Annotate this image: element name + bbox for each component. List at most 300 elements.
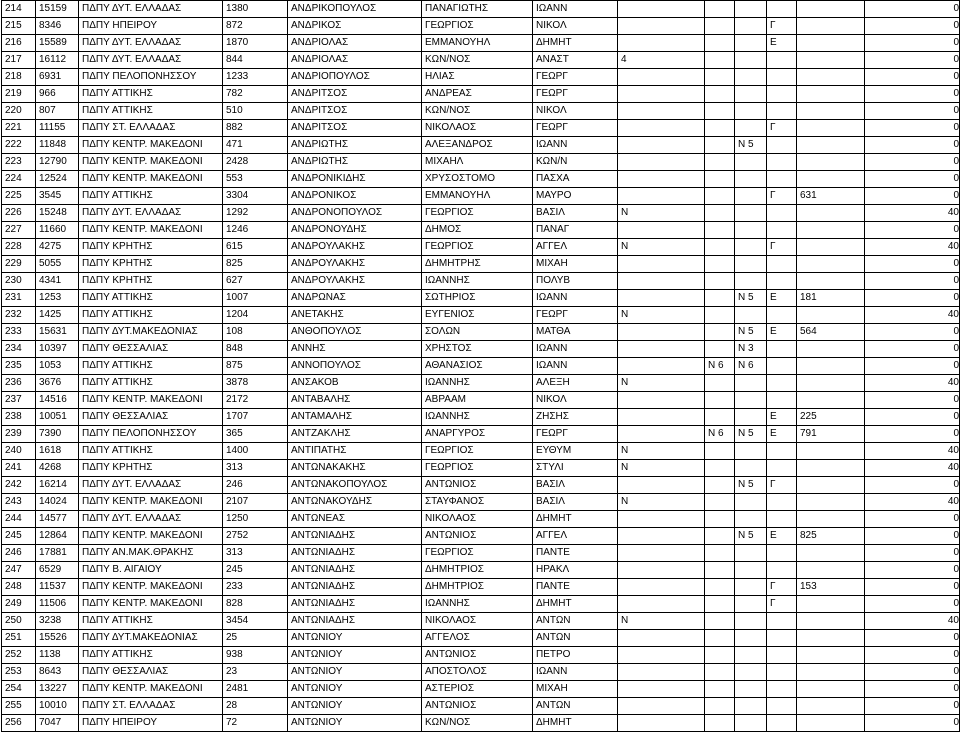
cell-points: 0 xyxy=(865,222,960,239)
cell-first-name: ΑΝΤΩΝΙΟΣ xyxy=(422,647,533,664)
cell-record-id: 10051 xyxy=(36,409,79,426)
cell-row-number: 229 xyxy=(2,256,36,273)
cell-grade: Γ xyxy=(767,579,797,596)
cell-fathers-name: ΝΙΚΟΛ xyxy=(533,103,618,120)
cell-fathers-name: ΓΕΩΡΓ xyxy=(533,426,618,443)
table-row xyxy=(2,681,960,698)
cell-first-name: ΙΩΑΝΝΗΣ xyxy=(422,273,533,290)
cell-flag-a: Ν xyxy=(618,205,705,222)
table-row xyxy=(2,69,960,86)
cell-row-number: 244 xyxy=(2,511,36,528)
table-row xyxy=(2,86,960,103)
cell-flag-a xyxy=(618,69,705,86)
cell-flag-a xyxy=(618,477,705,494)
cell-flag-b xyxy=(705,562,735,579)
cell-record-id: 807 xyxy=(36,103,79,120)
cell-flag-a: Ν xyxy=(618,375,705,392)
cell-flag-a xyxy=(618,664,705,681)
cell-grade: Γ xyxy=(767,239,797,256)
cell-points: 40 xyxy=(865,307,960,324)
cell-flag-c: Ν 5 xyxy=(735,137,767,154)
cell-flag-a xyxy=(618,35,705,52)
cell-code: 510 xyxy=(223,103,288,120)
cell-first-name: ΔΗΜΗΤΡΗΣ xyxy=(422,256,533,273)
cell-first-name: ΣΤΑΥΦΑΝΟΣ xyxy=(422,494,533,511)
cell-record-id: 1253 xyxy=(36,290,79,307)
cell-surname: ΑΝΔΡΩΝΑΣ xyxy=(288,290,422,307)
cell-region: ΠΔΠΥ ΠΕΛΟΠΟΝΗΣΣΟΥ xyxy=(79,69,223,86)
cell-score xyxy=(797,647,865,664)
cell-row-number: 239 xyxy=(2,426,36,443)
cell-flag-a xyxy=(618,137,705,154)
cell-surname: ΑΝΤΩΝΙΑΔΗΣ xyxy=(288,562,422,579)
cell-fathers-name: ΔΗΜΗΤ xyxy=(533,715,618,732)
cell-flag-c xyxy=(735,171,767,188)
cell-code: 872 xyxy=(223,18,288,35)
cell-row-number: 237 xyxy=(2,392,36,409)
cell-flag-b xyxy=(705,715,735,732)
cell-code: 246 xyxy=(223,477,288,494)
table-row xyxy=(2,630,960,647)
cell-grade xyxy=(767,375,797,392)
cell-fathers-name: ΝΙΚΟΛ xyxy=(533,18,618,35)
cell-grade xyxy=(767,205,797,222)
cell-surname: ΑΝΔΡΟΝΙΚΟΣ xyxy=(288,188,422,205)
cell-points: 0 xyxy=(865,392,960,409)
cell-grade xyxy=(767,137,797,154)
cell-surname: ΑΝΔΡΙΚΟΣ xyxy=(288,18,422,35)
table-row xyxy=(2,290,960,307)
cell-surname: ΑΝΤΩΝΙΑΔΗΣ xyxy=(288,528,422,545)
cell-record-id: 15248 xyxy=(36,205,79,222)
cell-flag-c xyxy=(735,69,767,86)
cell-code: 1400 xyxy=(223,443,288,460)
cell-code: 3454 xyxy=(223,613,288,630)
cell-grade: Ε xyxy=(767,426,797,443)
cell-flag-b: Ν 6 xyxy=(705,358,735,375)
cell-region: ΠΔΠΥ ΚΕΝΤΡ. ΜΑΚΕΔΟΝΙ xyxy=(79,171,223,188)
table-row xyxy=(2,647,960,664)
cell-points: 0 xyxy=(865,698,960,715)
cell-row-number: 215 xyxy=(2,18,36,35)
cell-surname: ΑΝΔΡΙΟΛΑΣ xyxy=(288,35,422,52)
cell-score xyxy=(797,375,865,392)
table-row xyxy=(2,494,960,511)
cell-surname: ΑΝΝΗΣ xyxy=(288,341,422,358)
cell-surname: ΑΝΝΟΠΟΥΛΟΣ xyxy=(288,358,422,375)
cell-record-id: 17881 xyxy=(36,545,79,562)
cell-grade xyxy=(767,460,797,477)
cell-fathers-name: ΔΗΜΗΤ xyxy=(533,35,618,52)
cell-fathers-name: ΑΝΤΩΝ xyxy=(533,630,618,647)
cell-points: 0 xyxy=(865,596,960,613)
cell-region: ΠΔΠΥ ΑΤΤΙΚΗΣ xyxy=(79,103,223,120)
cell-flag-a xyxy=(618,426,705,443)
cell-region: ΠΔΠΥ ΔΥΤ. ΕΛΛΑΔΑΣ xyxy=(79,52,223,69)
cell-code: 313 xyxy=(223,545,288,562)
cell-first-name: ΙΩΑΝΝΗΣ xyxy=(422,375,533,392)
cell-code: 2752 xyxy=(223,528,288,545)
cell-score xyxy=(797,35,865,52)
cell-row-number: 243 xyxy=(2,494,36,511)
cell-score xyxy=(797,256,865,273)
cell-first-name: ΣΩΤΗΡΙΟΣ xyxy=(422,290,533,307)
cell-code: 615 xyxy=(223,239,288,256)
cell-flag-a: Ν xyxy=(618,239,705,256)
cell-region: ΠΔΠΥ ΚΕΝΤΡ. ΜΑΚΕΔΟΝΙ xyxy=(79,579,223,596)
cell-score xyxy=(797,239,865,256)
table-row xyxy=(2,341,960,358)
cell-score xyxy=(797,596,865,613)
cell-region: ΠΔΠΥ ΚΕΝΤΡ. ΜΑΚΕΔΟΝΙ xyxy=(79,494,223,511)
cell-grade: Γ xyxy=(767,120,797,137)
cell-fathers-name: ΑΓΓΕΛ xyxy=(533,528,618,545)
cell-record-id: 966 xyxy=(36,86,79,103)
cell-flag-c xyxy=(735,154,767,171)
cell-score xyxy=(797,494,865,511)
cell-row-number: 249 xyxy=(2,596,36,613)
cell-record-id: 15589 xyxy=(36,35,79,52)
cell-flag-a xyxy=(618,154,705,171)
cell-fathers-name: ΓΕΩΡΓ xyxy=(533,86,618,103)
cell-row-number: 230 xyxy=(2,273,36,290)
cell-points: 0 xyxy=(865,273,960,290)
cell-score xyxy=(797,52,865,69)
cell-score xyxy=(797,103,865,120)
cell-flag-b xyxy=(705,630,735,647)
cell-flag-c xyxy=(735,256,767,273)
cell-region: ΠΔΠΥ ΘΕΣΣΑΛΙΑΣ xyxy=(79,409,223,426)
cell-score xyxy=(797,1,865,18)
table-row xyxy=(2,307,960,324)
cell-score xyxy=(797,137,865,154)
cell-region: ΠΔΠΥ ΚΡΗΤΗΣ xyxy=(79,460,223,477)
cell-fathers-name: ΔΗΜΗΤ xyxy=(533,511,618,528)
cell-grade xyxy=(767,545,797,562)
cell-code: 23 xyxy=(223,664,288,681)
cell-code: 245 xyxy=(223,562,288,579)
cell-row-number: 247 xyxy=(2,562,36,579)
cell-grade: Ε xyxy=(767,290,797,307)
cell-flag-b xyxy=(705,222,735,239)
table-row xyxy=(2,324,960,341)
cell-first-name: ΧΡΥΣΟΣΤΟΜΟ xyxy=(422,171,533,188)
cell-record-id: 13227 xyxy=(36,681,79,698)
cell-first-name: ΑΒΡΑΑΜ xyxy=(422,392,533,409)
cell-points: 0 xyxy=(865,256,960,273)
table-row xyxy=(2,1,960,18)
cell-flag-c xyxy=(735,120,767,137)
cell-flag-c xyxy=(735,1,767,18)
cell-flag-b xyxy=(705,154,735,171)
cell-surname: ΑΝΤΩΝΙΟΥ xyxy=(288,715,422,732)
cell-points: 40 xyxy=(865,239,960,256)
cell-flag-b xyxy=(705,511,735,528)
cell-code: 825 xyxy=(223,256,288,273)
cell-flag-a xyxy=(618,545,705,562)
cell-flag-a xyxy=(618,392,705,409)
cell-flag-a: Ν xyxy=(618,613,705,630)
cell-flag-c xyxy=(735,35,767,52)
cell-score xyxy=(797,273,865,290)
cell-points: 0 xyxy=(865,358,960,375)
cell-score: 153 xyxy=(797,579,865,596)
cell-record-id: 11848 xyxy=(36,137,79,154)
cell-fathers-name: ΓΕΩΡΓ xyxy=(533,307,618,324)
cell-first-name: ΔΗΜΟΣ xyxy=(422,222,533,239)
cell-flag-b xyxy=(705,69,735,86)
cell-region: ΠΔΠΥ ΗΠΕΙΡΟΥ xyxy=(79,18,223,35)
cell-surname: ΑΝΔΡΙΚΟΠΟΥΛΟΣ xyxy=(288,1,422,18)
cell-record-id: 3238 xyxy=(36,613,79,630)
cell-record-id: 7390 xyxy=(36,426,79,443)
cell-flag-b xyxy=(705,324,735,341)
cell-row-number: 224 xyxy=(2,171,36,188)
cell-record-id: 12864 xyxy=(36,528,79,545)
cell-flag-b xyxy=(705,239,735,256)
cell-first-name: ΓΕΩΡΓΙΟΣ xyxy=(422,18,533,35)
cell-fathers-name: ΣΤΥΛΙ xyxy=(533,460,618,477)
table-row xyxy=(2,256,960,273)
cell-flag-a xyxy=(618,630,705,647)
cell-grade xyxy=(767,613,797,630)
table-row xyxy=(2,120,960,137)
cell-surname: ΑΝΤΑΒΑΛΗΣ xyxy=(288,392,422,409)
cell-flag-a xyxy=(618,120,705,137)
cell-fathers-name: ΓΕΩΡΓ xyxy=(533,69,618,86)
cell-points: 0 xyxy=(865,715,960,732)
cell-first-name: ΙΩΑΝΝΗΣ xyxy=(422,409,533,426)
cell-fathers-name: ΒΑΣΙΛ xyxy=(533,477,618,494)
cell-flag-c xyxy=(735,103,767,120)
cell-code: 1246 xyxy=(223,222,288,239)
cell-flag-c: Ν 5 xyxy=(735,477,767,494)
cell-flag-c xyxy=(735,545,767,562)
cell-first-name: ΕΥΓΕΝΙΟΣ xyxy=(422,307,533,324)
cell-surname: ΑΝΤΩΝΙΑΔΗΣ xyxy=(288,579,422,596)
cell-points: 0 xyxy=(865,511,960,528)
cell-region: ΠΔΠΥ ΑΤΤΙΚΗΣ xyxy=(79,375,223,392)
table-row xyxy=(2,205,960,222)
cell-code: 938 xyxy=(223,647,288,664)
cell-points: 0 xyxy=(865,341,960,358)
cell-first-name: ΗΛΙΑΣ xyxy=(422,69,533,86)
cell-points: 0 xyxy=(865,1,960,18)
cell-surname: ΑΝΔΡΙΟΛΑΣ xyxy=(288,52,422,69)
cell-code: 553 xyxy=(223,171,288,188)
cell-flag-c xyxy=(735,375,767,392)
cell-first-name: ΝΙΚΟΛΑΟΣ xyxy=(422,613,533,630)
cell-region: ΠΔΠΥ ΣΤ. ΕΛΛΑΔΑΣ xyxy=(79,120,223,137)
cell-points: 0 xyxy=(865,86,960,103)
cell-points: 0 xyxy=(865,324,960,341)
cell-first-name: ΕΜΜΑΝΟΥΗΛ xyxy=(422,35,533,52)
cell-code: 2107 xyxy=(223,494,288,511)
cell-row-number: 227 xyxy=(2,222,36,239)
cell-region: ΠΔΠΥ ΑΤΤΙΚΗΣ xyxy=(79,86,223,103)
cell-row-number: 221 xyxy=(2,120,36,137)
cell-flag-a xyxy=(618,562,705,579)
cell-fathers-name: ΚΩΝ/Ν xyxy=(533,154,618,171)
cell-row-number: 254 xyxy=(2,681,36,698)
cell-region: ΠΔΠΥ ΚΕΝΤΡ. ΜΑΚΕΔΟΝΙ xyxy=(79,222,223,239)
cell-score: 225 xyxy=(797,409,865,426)
cell-score xyxy=(797,358,865,375)
cell-grade: Γ xyxy=(767,18,797,35)
cell-flag-a xyxy=(618,290,705,307)
cell-points: 0 xyxy=(865,579,960,596)
cell-grade xyxy=(767,443,797,460)
cell-row-number: 236 xyxy=(2,375,36,392)
cell-flag-c xyxy=(735,460,767,477)
cell-flag-c xyxy=(735,664,767,681)
cell-surname: ΑΝΤΖΑΚΛΗΣ xyxy=(288,426,422,443)
cell-points: 0 xyxy=(865,171,960,188)
cell-first-name: ΓΕΩΡΓΙΟΣ xyxy=(422,239,533,256)
cell-surname: ΑΝΤΩΝΙΟΥ xyxy=(288,698,422,715)
table-row xyxy=(2,715,960,732)
cell-flag-a xyxy=(618,1,705,18)
cell-first-name: ΓΕΩΡΓΙΟΣ xyxy=(422,205,533,222)
cell-flag-a: Ν xyxy=(618,494,705,511)
cell-points: 0 xyxy=(865,290,960,307)
cell-flag-b xyxy=(705,256,735,273)
cell-grade xyxy=(767,358,797,375)
cell-grade xyxy=(767,256,797,273)
cell-score xyxy=(797,307,865,324)
cell-flag-c xyxy=(735,86,767,103)
cell-row-number: 246 xyxy=(2,545,36,562)
cell-grade xyxy=(767,341,797,358)
table-row xyxy=(2,273,960,290)
cell-flag-b xyxy=(705,596,735,613)
cell-surname: ΑΝΤΑΜΑΛΗΣ xyxy=(288,409,422,426)
table-row xyxy=(2,137,960,154)
cell-flag-a: 4 xyxy=(618,52,705,69)
cell-surname: ΑΝΣΑΚΟΒ xyxy=(288,375,422,392)
table-row xyxy=(2,188,960,205)
cell-flag-c xyxy=(735,681,767,698)
cell-fathers-name: ΙΩΑΝΝ xyxy=(533,341,618,358)
cell-record-id: 8346 xyxy=(36,18,79,35)
cell-fathers-name: ΠΕΤΡΟ xyxy=(533,647,618,664)
cell-first-name: ΑΛΕΞΑΝΔΡΟΣ xyxy=(422,137,533,154)
cell-code: 3878 xyxy=(223,375,288,392)
cell-record-id: 3545 xyxy=(36,188,79,205)
cell-region: ΠΔΠΥ ΑΝ.ΜΑΚ.ΘΡΑΚΗΣ xyxy=(79,545,223,562)
cell-region: ΠΔΠΥ ΚΡΗΤΗΣ xyxy=(79,256,223,273)
cell-fathers-name: ΔΗΜΗΤ xyxy=(533,596,618,613)
cell-surname: ΑΝΔΡΟΝΟΠΟΥΛΟΣ xyxy=(288,205,422,222)
cell-score xyxy=(797,171,865,188)
cell-flag-a xyxy=(618,171,705,188)
cell-flag-b xyxy=(705,120,735,137)
cell-code: 1233 xyxy=(223,69,288,86)
cell-record-id: 3676 xyxy=(36,375,79,392)
cell-row-number: 253 xyxy=(2,664,36,681)
cell-record-id: 10010 xyxy=(36,698,79,715)
cell-record-id: 4275 xyxy=(36,239,79,256)
table-row xyxy=(2,698,960,715)
cell-record-id: 6529 xyxy=(36,562,79,579)
cell-surname: ΑΝΤΩΝΙΑΔΗΣ xyxy=(288,596,422,613)
cell-row-number: 248 xyxy=(2,579,36,596)
cell-row-number: 218 xyxy=(2,69,36,86)
cell-surname: ΑΝΤΩΝΑΚΑΚΗΣ xyxy=(288,460,422,477)
table-row xyxy=(2,103,960,120)
cell-record-id: 5055 xyxy=(36,256,79,273)
cell-grade xyxy=(767,664,797,681)
cell-first-name: ΝΙΚΟΛΑΟΣ xyxy=(422,511,533,528)
cell-flag-c xyxy=(735,494,767,511)
cell-first-name: ΑΝΑΡΓΥΡΟΣ xyxy=(422,426,533,443)
cell-row-number: 223 xyxy=(2,154,36,171)
cell-code: 627 xyxy=(223,273,288,290)
cell-flag-b xyxy=(705,579,735,596)
cell-row-number: 256 xyxy=(2,715,36,732)
cell-surname: ΑΝΔΡΙΟΠΟΥΛΟΣ xyxy=(288,69,422,86)
cell-points: 40 xyxy=(865,613,960,630)
cell-surname: ΑΝΔΡΙΩΤΗΣ xyxy=(288,137,422,154)
cell-row-number: 214 xyxy=(2,1,36,18)
cell-flag-b xyxy=(705,273,735,290)
cell-record-id: 4268 xyxy=(36,460,79,477)
cell-region: ΠΔΠΥ ΔΥΤ.ΜΑΚΕΔΟΝΙΑΣ xyxy=(79,630,223,647)
cell-surname: ΑΝΤΩΝΙΟΥ xyxy=(288,647,422,664)
cell-row-number: 226 xyxy=(2,205,36,222)
cell-code: 1250 xyxy=(223,511,288,528)
cell-fathers-name: ΗΡΑΚΛ xyxy=(533,562,618,579)
cell-region: ΠΔΠΥ ΑΤΤΙΚΗΣ xyxy=(79,188,223,205)
cell-flag-b xyxy=(705,545,735,562)
cell-points: 0 xyxy=(865,52,960,69)
cell-row-number: 216 xyxy=(2,35,36,52)
cell-flag-a: Ν xyxy=(618,307,705,324)
cell-grade xyxy=(767,273,797,290)
cell-flag-c xyxy=(735,443,767,460)
cell-fathers-name: ΓΕΩΡΓ xyxy=(533,120,618,137)
table-row xyxy=(2,426,960,443)
cell-record-id: 6931 xyxy=(36,69,79,86)
cell-region: ΠΔΠΥ ΑΤΤΙΚΗΣ xyxy=(79,290,223,307)
table-row xyxy=(2,222,960,239)
cell-score xyxy=(797,715,865,732)
cell-surname: ΑΝΔΡΟΝΟΥΔΗΣ xyxy=(288,222,422,239)
cell-grade xyxy=(767,307,797,324)
table-row xyxy=(2,171,960,188)
cell-score xyxy=(797,392,865,409)
cell-points: 0 xyxy=(865,35,960,52)
cell-flag-c xyxy=(735,239,767,256)
cell-first-name: ΓΕΩΡΓΙΟΣ xyxy=(422,443,533,460)
cell-record-id: 14516 xyxy=(36,392,79,409)
table-row xyxy=(2,358,960,375)
cell-flag-b xyxy=(705,290,735,307)
cell-region: ΠΔΠΥ ΑΤΤΙΚΗΣ xyxy=(79,443,223,460)
cell-region: ΠΔΠΥ ΚΕΝΤΡ. ΜΑΚΕΔΟΝΙ xyxy=(79,154,223,171)
cell-row-number: 255 xyxy=(2,698,36,715)
cell-first-name: ΚΩΝ/ΝΟΣ xyxy=(422,715,533,732)
cell-first-name: ΑΓΓΕΛΟΣ xyxy=(422,630,533,647)
cell-first-name: ΑΝΤΩΝΙΟΣ xyxy=(422,477,533,494)
cell-flag-c: Ν 5 xyxy=(735,324,767,341)
cell-region: ΠΔΠΥ ΣΤ. ΕΛΛΑΔΑΣ xyxy=(79,698,223,715)
cell-points: 40 xyxy=(865,443,960,460)
table-row xyxy=(2,528,960,545)
cell-code: 313 xyxy=(223,460,288,477)
cell-flag-b xyxy=(705,86,735,103)
cell-score: 791 xyxy=(797,426,865,443)
